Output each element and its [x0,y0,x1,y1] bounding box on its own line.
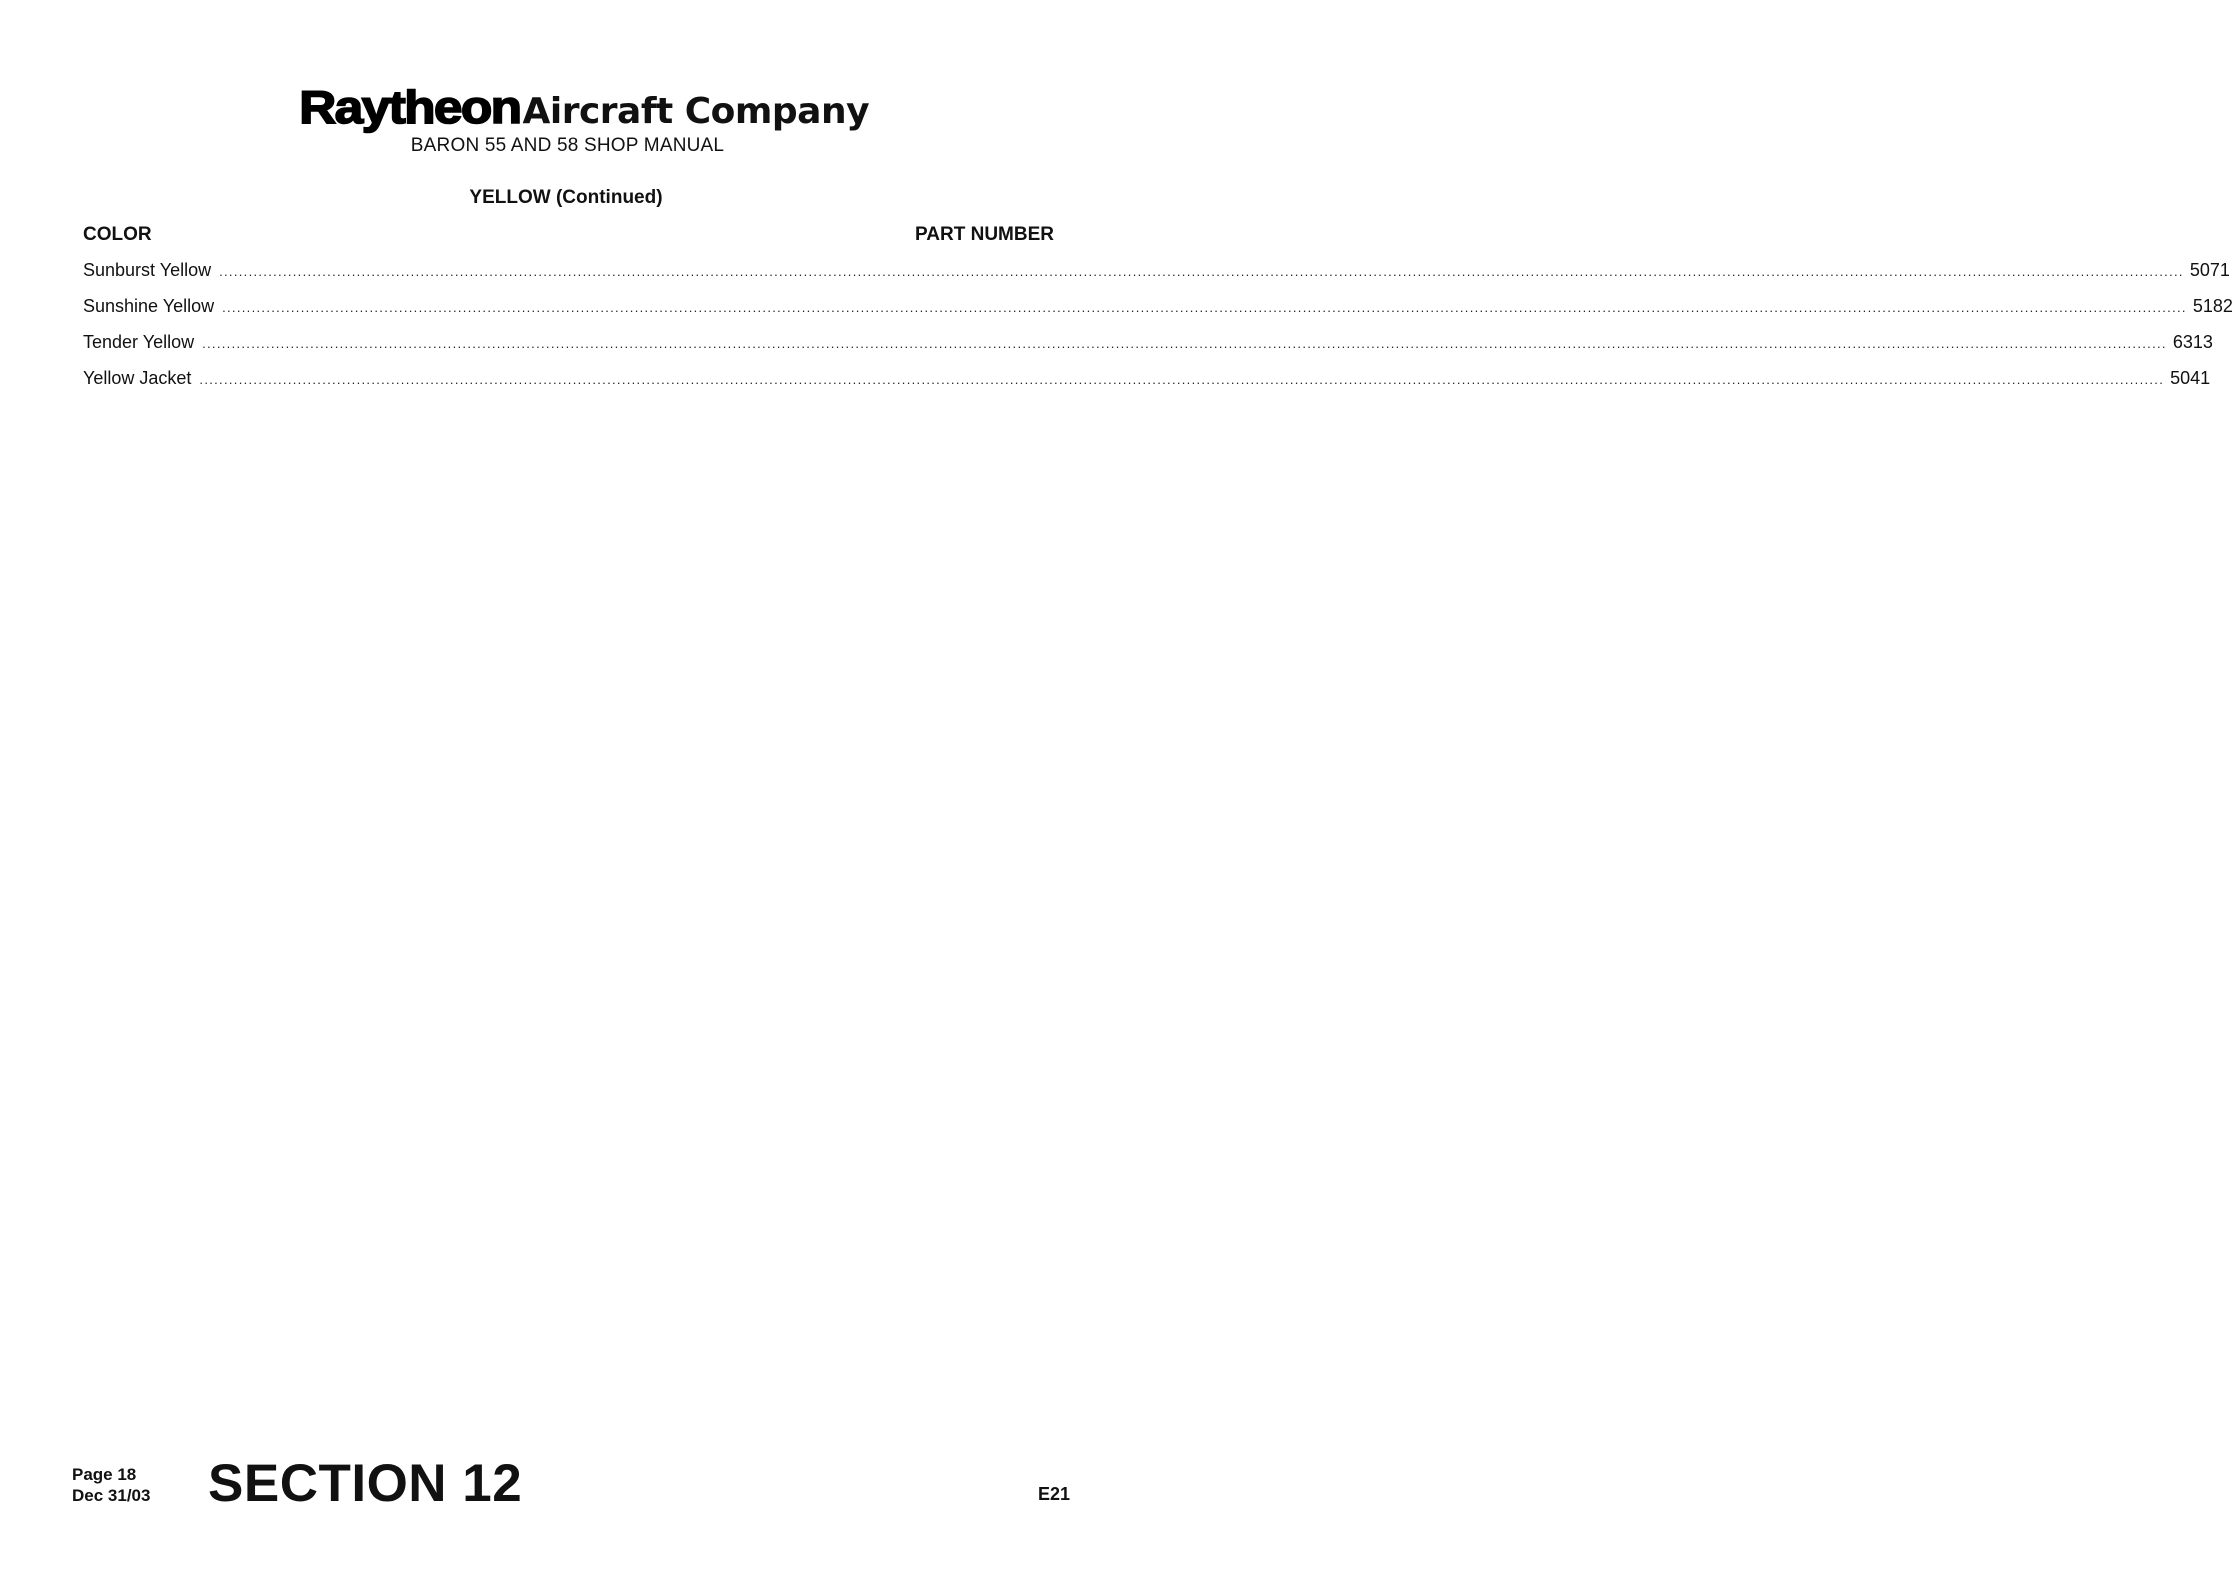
dot-leader: ................................................................................................................................................................................................................................................................................................................................................................................................................ [222,300,2187,315]
manual-title: BARON 55 AND 58 SHOP MANUAL [410,135,725,156]
dot-leader: ................................................................................................................................................................................................................................................................................................................................................................................................................ [219,264,2184,279]
dot-leader: ................................................................................................................................................................................................................................................................................................................................................................................................................ [202,336,2167,351]
color-name: Sunburst Yellow [83,260,212,280]
color-name: Tender Yellow [83,332,195,352]
column-header-color: COLOR [83,224,152,245]
section-heading: YELLOW (Continued) [469,187,663,208]
table-row [83,332,2213,368]
footer-page-info [72,1464,150,1506]
color-name: Sunshine Yellow [83,296,215,316]
document-header [0,80,1220,134]
column-header-part-number: PART NUMBER [915,224,1054,245]
part-number: 5071 [2189,260,2230,280]
raytheon-logo: Raytheon [299,81,521,133]
table-header [83,224,1054,246]
color-part-list [83,260,2233,404]
revision-date: Dec 31/03 [72,1486,151,1505]
color-name: Yellow Jacket [83,368,192,388]
footer-code: E21 [1038,1484,1071,1504]
part-number: 5182 [2192,296,2233,316]
table-row [83,368,2211,404]
part-number: 6313 [2172,332,2213,352]
brand-line [299,80,870,134]
table-row [83,260,2230,296]
part-number: 5041 [2170,368,2211,388]
footer-section-title: SECTION 12 [208,1454,523,1513]
table-row [83,296,2233,332]
company-name: Aircraft Company [522,91,870,132]
page-number: Page 18 [72,1465,137,1484]
dot-leader: ................................................................................................................................................................................................................................................................................................................................................................................................................ [199,372,2165,387]
